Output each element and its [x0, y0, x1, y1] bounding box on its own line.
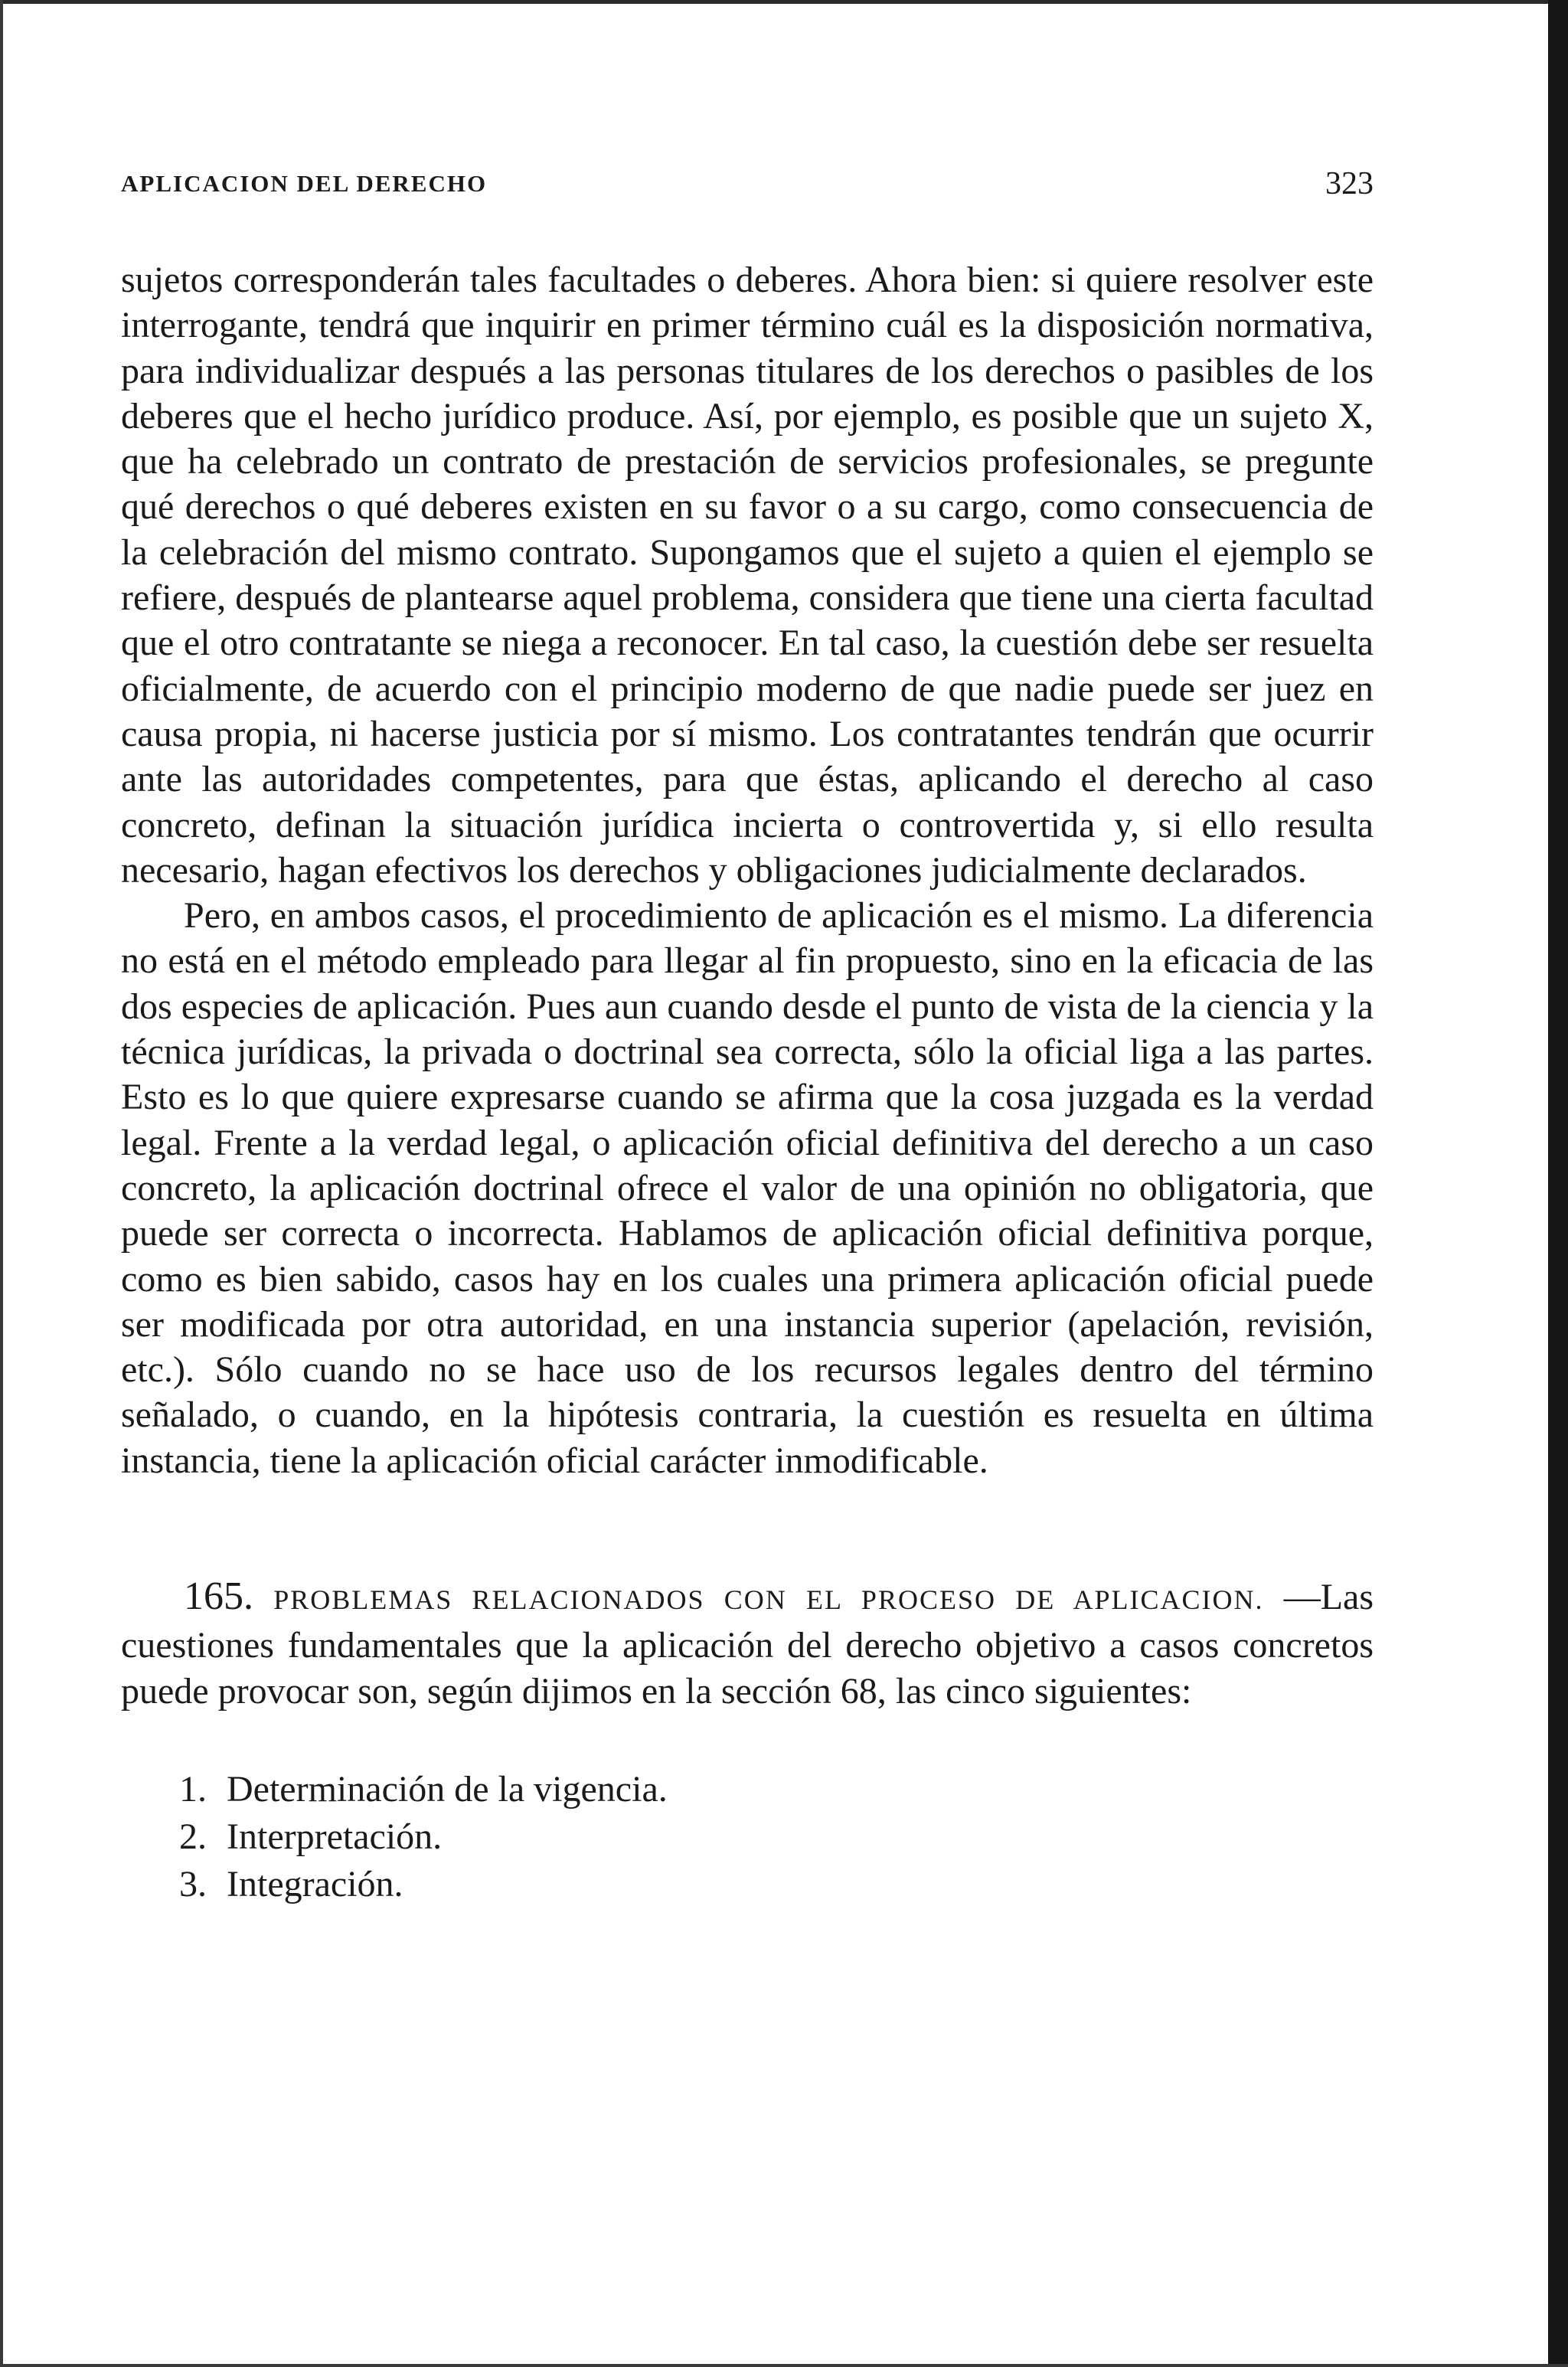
list-item-text: Integración. [227, 1864, 403, 1904]
list-item [179, 1766, 668, 1813]
body-text [121, 257, 1374, 1483]
scan-edge-bottom [0, 2364, 1568, 2367]
list-item-text: Interpretación. [227, 1816, 443, 1857]
paragraph-continued: sujetos corresponderán tales facultades o deberes. Ahora bien: si quiere resolver este interrogante, tendrá que inquirir en primer término cuál es la disposición normativa, para individualizar después a las personas titulares de los derechos o pasibles de los deberes que el hecho jurídico produce. Así, por ejemplo, es posible que un sujeto X, que ha celebrado un contrato de prestación de servicios profesionales, se pregunte qué derechos o qué deberes existen en su favor o a su cargo, como consecuencia de la celebración del mismo contrato. Supongamos que el sujeto a quien el ejemplo se refiere, después de plantearse aquel problema, considera que tiene una cierta facultad que el otro contratante se niega a reconocer. En tal caso, la cuestión debe ser resuelta oficialmente, de acuerdo con el principio moderno de que nadie puede ser juez en causa propia, ni hacerse justicia por sí mismo. Los contratantes tendrán que ocurrir ante las autoridades competentes, para que éstas, aplicando el derecho al caso concreto, definan la situación jurídica incierta o controvertida y, si ello resulta necesario, hagan efectivos los derechos y obligaciones judicialmente declarados. [121, 260, 1374, 891]
section-paragraph [121, 1574, 1374, 1714]
list-item-number: 1. [179, 1769, 207, 1810]
list-item-text: Determinación de la vigencia. [227, 1769, 668, 1810]
page-number: 323 [1325, 166, 1374, 201]
list-item [179, 1813, 668, 1861]
section-number: 165. [184, 1574, 253, 1618]
paragraph: Pero, en ambos casos, el procedimiento de aplicación es el mismo. La diferencia no está en el método empleado para llegar al fin propuesto, sino en la eficacia de las dos especies de aplicación. Pues aun cuando desde el punto de vista de la ciencia y la técnica jurídicas, la privada o doctrinal sea correcta, sólo la oficial liga a las partes. Esto es lo que quiere expresarse cuando se afirma que la cosa juzgada es la verdad legal. Frente a la verdad legal, o aplicación oficial definitiva del derecho a un caso concreto, la aplicación doctrinal ofrece el valor de una opinión no obligatoria, que puede ser correcta o incorrecta. Hablamos de aplicación oficial definitiva porque, como es bien sabido, casos hay en los cuales una primera aplicación oficial puede ser modificada por otra autoridad, en una instancia superior (apelación, revisión, etc.). Sólo cuando no se hace uso de los recursos legales dentro del término señalado, o cuando, en la hipótesis contraria, la cuestión es resuelta en última instancia, tiene la aplicación oficial carácter inmodificable. [121, 895, 1374, 1481]
list-item [179, 1861, 668, 1908]
scan-edge-left [0, 0, 3, 2367]
scan-edge-right [1548, 0, 1568, 2367]
list-item-number: 3. [179, 1864, 207, 1904]
running-header [121, 166, 1374, 208]
scan-edge-top [0, 0, 1568, 4]
section-heading: PROBLEMAS RELACIONADOS CON EL PROCESO DE APLICACION. [273, 1584, 1264, 1615]
section-text: —Las cuestiones fundamentales que la aplicación del derecho objetivo a casos concretos puede provocar son, según dijimos en la sección 68, las cinco siguientes: [121, 1577, 1374, 1711]
section-165 [121, 1574, 1374, 1714]
running-title: APLICACION DEL DERECHO [121, 170, 488, 197]
enumerated-list [179, 1766, 668, 1908]
list-item-number: 2. [179, 1816, 207, 1857]
